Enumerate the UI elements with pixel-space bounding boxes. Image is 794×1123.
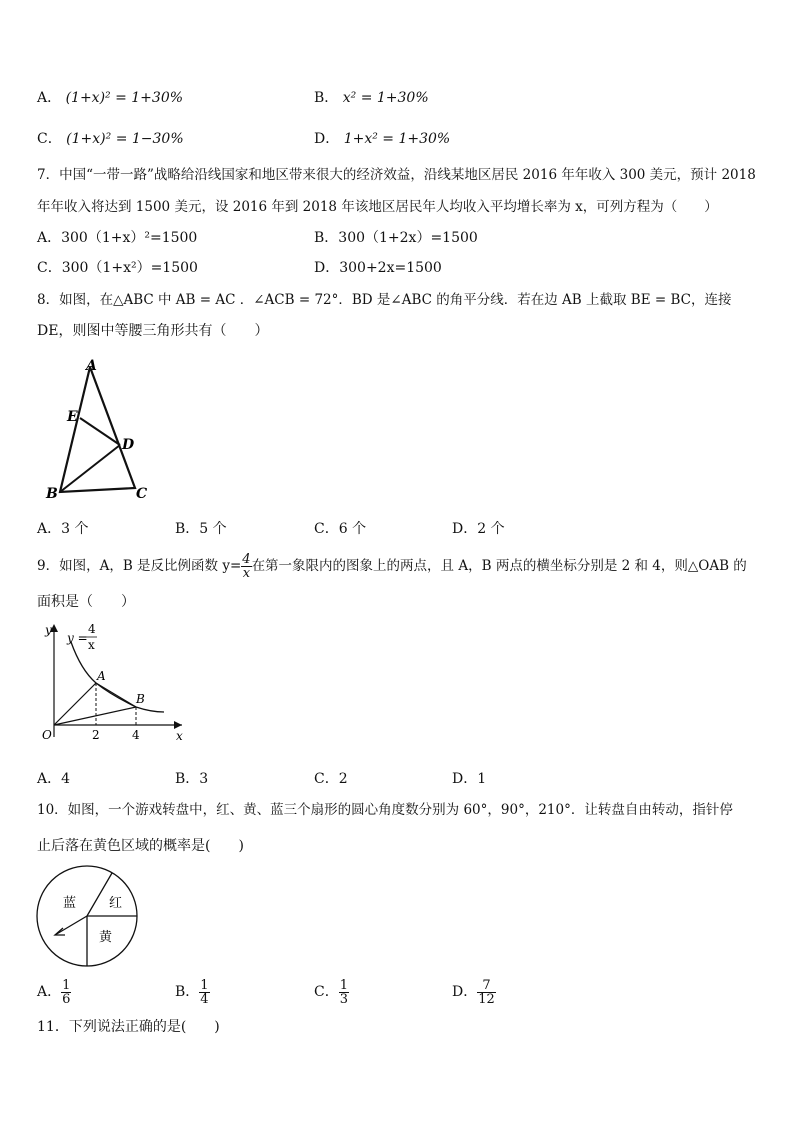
label-a: A [86,358,97,374]
graph-x-label: x [176,729,183,742]
label-b: B [46,486,58,502]
q9-option-c: C．2 [314,771,348,787]
segment-ab [96,683,136,707]
q8-option-b: B．5 个 [175,521,227,537]
q9-option-b: B．3 [175,771,209,787]
q6-option-a: A． (1+x)² = 1+30% [37,90,184,106]
q7-stem-line1: 7．中国“一带一路”战略给沿线国家和地区带来很大的经济效益，沿线某地区居民 2016 年年收入 300 美元，预计 2018 [37,167,756,183]
q7-stem-line2: 年年收入将达到 1500 美元，设 2016 年到 2018 年该地区居民年人均收入平均增长率为 x，可列方程为（ ） [37,199,718,215]
graph-point-a: A [97,669,106,683]
q9-option-d: D．1 [452,771,487,787]
q6-option-c: C． (1+x)² = 1−30% [37,131,184,147]
q7-option-b: B．300（1+2x）=1500 [314,230,478,246]
q10-option-d: D． $\frac{7}{12}$ [452,977,495,1007]
q9-option-a: A．4 [37,771,71,787]
q9-fraction: $\frac{4}{x}$ [242,552,251,581]
segment-oa [54,683,96,725]
q10-option-c: C． $\frac{1}{3}$ [314,977,348,1007]
tick-4: 4 [132,728,140,742]
q8-option-c: C．6 个 [314,521,367,537]
q7-option-c: C．300（1+x²）=1500 [37,260,198,276]
q7-option-d: D．300+2x=1500 [314,260,442,276]
func-den: x [88,638,95,652]
q10-option-a: A． $\frac{1}{6}$ [37,977,71,1007]
graph-y-label: y [45,623,52,637]
q7-option-a: A．300（1+x）²=1500 [37,230,198,246]
q10-option-b: B． $\frac{1}{4}$ [175,977,209,1007]
sector-blue-label: 蓝 [63,896,77,911]
q8-option-a: A．3 个 [37,521,89,537]
q10-stem-line2: 止后落在黄色区域的概率是( ) [37,838,244,854]
tick-2: 2 [92,728,100,742]
q8-stem-line1: 8．如图，在△ABC 中 AB = AC ．∠ACB = 72°．BD 是∠ABC 的角平分线．若在边 AB 上截取 BE = BC，连接 [37,292,732,308]
x-axis-arrow [174,721,182,729]
q8-triangle-figure [40,355,160,510]
q8-option-d: D．2 个 [452,521,505,537]
label-e: E [67,409,78,425]
q9-stem-line2: 面积是（ ） [37,594,135,610]
label-d: D [122,437,135,453]
q6-option-d: D． 1+x² = 1+30% [314,131,451,147]
sector-red-label: 红 [109,896,123,911]
q6-option-b: B． x² = 1+30% [314,90,429,106]
hyperbola-curve [71,642,164,712]
func-prefix: y = [67,631,88,645]
q10-stem-line1: 10．如图，一个游戏转盘中，红、黄、蓝三个扇形的圆心角度数分别为 60°，90°，210°．让转盘自由转动，指针停 [37,802,733,818]
func-num: 4 [88,622,96,636]
q8-stem-line2: DE，则图中等腰三角形共有（ ） [37,323,269,339]
q10-spinner-figure [35,862,145,972]
pointer-line [55,916,87,935]
graph-origin-label: O [42,728,52,742]
segment-ob [54,707,136,725]
sector-yellow-label: 黄 [99,930,113,945]
graph-point-b: B [136,692,145,706]
label-c: C [136,486,148,502]
q9-stem-line1: 9．如图，A，B 是反比例函数 y= $\frac{4}{x}$ 在第一象限内的图象上的两点，且 A，B 两点的横坐标分别是 2 和 4，则△OAB 的 [37,552,747,581]
q11-stem: 11．下列说法正确的是( ) [37,1019,220,1035]
q9-graph [36,620,186,742]
